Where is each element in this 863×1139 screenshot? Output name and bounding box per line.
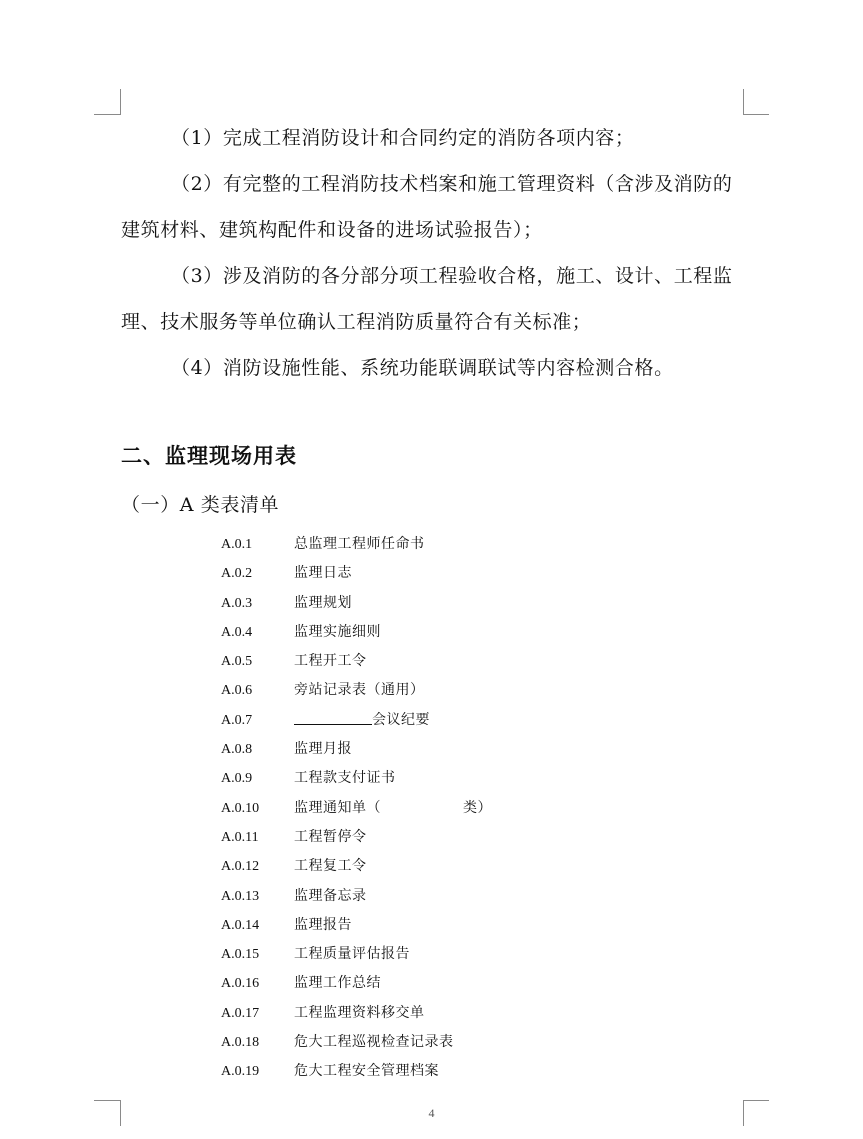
- form-title-container: [294, 911, 352, 940]
- subsection-heading: （一）A 类表清单: [121, 494, 280, 516]
- form-title: 工程暂停令: [294, 828, 367, 845]
- form-title-container: [294, 530, 425, 559]
- form-code: A.0.18: [221, 1035, 260, 1051]
- form-code: A.0.3: [221, 595, 253, 611]
- form-code: A.0.12: [221, 859, 260, 875]
- paragraph-item-3: （3）涉及消防的各分部分项工程验收合格，施工、设计、工程监理、技术服务等单位确认工程消防质量符合有关标准；: [121, 265, 733, 333]
- form-title: 监理实施细则: [294, 623, 381, 640]
- form-title-container: [294, 1057, 439, 1086]
- form-title-container: [294, 852, 367, 881]
- form-code: A.0.11: [221, 829, 259, 845]
- form-code: A.0.9: [221, 771, 253, 787]
- form-title-container: [294, 794, 492, 823]
- form-title-container: [294, 647, 367, 676]
- form-list-item: [221, 1057, 641, 1086]
- form-title-container: [294, 999, 425, 1028]
- paragraph-item-1: （1）完成工程消防设计和合同约定的消防各项内容；: [171, 127, 635, 149]
- form-code: A.0.1: [221, 537, 253, 552]
- form-title: 监理备忘录: [294, 887, 367, 904]
- form-title-container: [294, 823, 367, 852]
- form-list-item: [221, 940, 641, 969]
- section-heading: 二、监理现场用表: [121, 443, 297, 468]
- blank-underline: [294, 706, 372, 725]
- form-title: 工程款支付证书: [294, 770, 396, 787]
- form-title: 工程质量评估报告: [294, 946, 410, 963]
- form-list-item: [221, 530, 641, 559]
- paragraph-item-2: （2）有完整的工程消防技术档案和施工管理资料（含涉及消防的建筑材料、建筑构配件和设备的进场试验报告）；: [121, 173, 733, 241]
- form-code: A.0.5: [221, 654, 253, 670]
- page-number: 4: [428, 1106, 435, 1120]
- form-title-container: [294, 882, 367, 911]
- form-title-container: [294, 1028, 454, 1057]
- form-code: A.0.16: [221, 976, 260, 992]
- form-title: 工程监理资料移交单: [294, 1004, 425, 1021]
- form-code: A.0.2: [221, 566, 253, 582]
- form-list-item: [221, 882, 641, 911]
- form-title: 旁站记录表（通用）: [294, 682, 425, 699]
- form-list-item: [221, 735, 641, 764]
- form-code: A.0.13: [221, 888, 260, 904]
- form-title-container: [294, 969, 381, 998]
- form-code: A.0.10: [221, 800, 260, 816]
- form-list-item: [221, 969, 641, 998]
- form-list-item: [221, 1028, 641, 1057]
- form-title: 监理报告: [294, 916, 352, 933]
- form-code: A.0.15: [221, 947, 260, 963]
- form-list-item: [221, 706, 641, 735]
- form-title-suffix: 类）: [463, 799, 492, 816]
- form-code: A.0.14: [221, 917, 260, 933]
- form-title-container: [294, 940, 410, 969]
- form-list-item: [221, 823, 641, 852]
- form-list: [221, 530, 641, 1087]
- form-title: 监理工作总结: [294, 975, 381, 992]
- form-code: A.0.8: [221, 742, 253, 758]
- form-title-container: [294, 735, 352, 764]
- form-list-item: [221, 589, 641, 618]
- form-list-item: [221, 764, 641, 793]
- form-list-item: [221, 559, 641, 588]
- form-title: 总监理工程师任命书: [294, 536, 425, 552]
- form-list-item: [221, 676, 641, 705]
- form-code: A.0.19: [221, 1064, 260, 1080]
- form-title: 会议纪要: [372, 711, 430, 728]
- form-title: 工程复工令: [294, 858, 367, 875]
- form-list-item: [221, 999, 641, 1028]
- form-code: A.0.7: [221, 712, 253, 728]
- form-title: 监理月报: [294, 741, 352, 758]
- form-title: 监理日志: [294, 565, 352, 582]
- form-code: A.0.4: [221, 624, 253, 640]
- form-title: 工程开工令: [294, 653, 367, 670]
- form-title-container: [294, 589, 352, 618]
- form-title-container: [294, 618, 381, 647]
- form-code: A.0.6: [221, 683, 253, 699]
- form-title-container: [294, 676, 425, 705]
- form-title: 危大工程安全管理档案: [294, 1063, 439, 1080]
- form-code: A.0.17: [221, 1005, 260, 1021]
- form-list-item: [221, 618, 641, 647]
- form-title-container: [294, 706, 430, 735]
- form-title-container: [294, 559, 352, 588]
- form-title: 监理规划: [294, 594, 352, 611]
- paragraph-item-4: （4）消防设施性能、系统功能联调联试等内容检测合格。: [171, 357, 674, 379]
- form-title: 危大工程巡视检查记录表: [294, 1034, 454, 1051]
- form-list-item: [221, 794, 641, 823]
- form-title: 监理通知单（: [294, 799, 381, 816]
- form-list-item: [221, 852, 641, 881]
- form-list-item: [221, 647, 641, 676]
- form-title-container: [294, 764, 396, 793]
- form-list-item: [221, 911, 641, 940]
